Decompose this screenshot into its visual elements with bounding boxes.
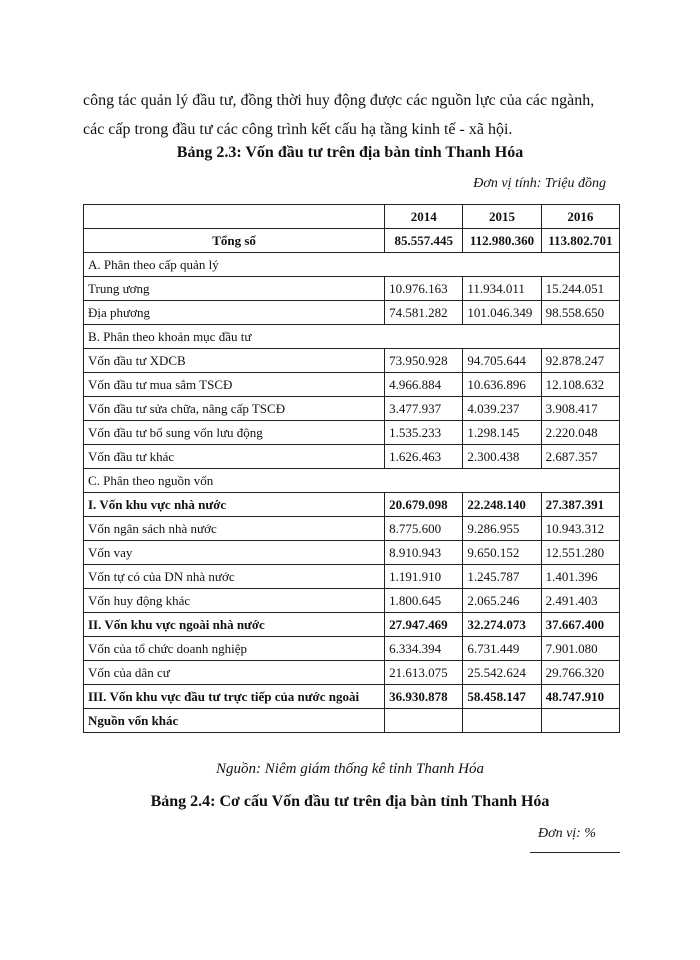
value-cell: 22.248.140 bbox=[463, 493, 541, 517]
value-cell: 20.679.098 bbox=[385, 493, 463, 517]
row-label-cell: Vốn huy động khác bbox=[84, 589, 385, 613]
value-cell: 10.943.312 bbox=[541, 517, 619, 541]
table-row bbox=[84, 445, 620, 469]
row-label-cell: Tổng số bbox=[84, 229, 385, 253]
row-label-cell: Vốn của dân cư bbox=[84, 661, 385, 685]
value-cell: 3.477.937 bbox=[385, 397, 463, 421]
year-header: 2015 bbox=[463, 205, 541, 229]
row-label-cell: Vốn tự có của DN nhà nước bbox=[84, 565, 385, 589]
table-row bbox=[84, 685, 620, 709]
value-cell: 9.286.955 bbox=[463, 517, 541, 541]
value-cell: 21.613.075 bbox=[385, 661, 463, 685]
table-row bbox=[84, 229, 620, 253]
value-cell: 4.966.884 bbox=[385, 373, 463, 397]
value-cell: 32.274.073 bbox=[463, 613, 541, 637]
table-2-unit: Đơn vị: % bbox=[537, 826, 596, 841]
row-label-cell: Trung ương bbox=[84, 277, 385, 301]
value-cell: 101.046.349 bbox=[463, 301, 541, 325]
section-label-cell: B. Phân theo khoản mục đầu tư bbox=[84, 325, 620, 349]
value-cell: 2.687.357 bbox=[541, 445, 619, 469]
row-label-cell: Vốn đầu tư bổ sung vốn lưu động bbox=[84, 421, 385, 445]
row-label-cell: Vốn đầu tư mua sắm TSCĐ bbox=[84, 373, 385, 397]
table-row bbox=[84, 421, 620, 445]
value-cell: 92.878.247 bbox=[541, 349, 619, 373]
row-label-cell: Vốn của tổ chức doanh nghiệp bbox=[84, 637, 385, 661]
value-cell bbox=[541, 709, 619, 733]
value-cell: 3.908.417 bbox=[541, 397, 619, 421]
value-cell bbox=[385, 709, 463, 733]
value-cell bbox=[463, 709, 541, 733]
value-cell: 112.980.360 bbox=[463, 229, 541, 253]
row-label-cell: Địa phương bbox=[84, 301, 385, 325]
row-label-cell: Vốn vay bbox=[84, 541, 385, 565]
value-cell: 98.558.650 bbox=[541, 301, 619, 325]
table-2-title: Bảng 2.4: Cơ cấu Vốn đầu tư trên địa bàn tỉnh Thanh Hóa bbox=[150, 793, 550, 810]
value-cell: 8.910.943 bbox=[385, 541, 463, 565]
value-cell: 1.800.645 bbox=[385, 589, 463, 613]
year-header: 2014 bbox=[385, 205, 463, 229]
table-row bbox=[84, 301, 620, 325]
paragraph-line-2: các cấp trong đầu tư các công trình kết cấu hạ tầng kinh tế - xã hội. bbox=[83, 121, 513, 138]
value-cell: 73.950.928 bbox=[385, 349, 463, 373]
row-label-cell: Vốn đầu tư sửa chữa, nâng cấp TSCĐ bbox=[84, 397, 385, 421]
value-cell: 10.976.163 bbox=[385, 277, 463, 301]
value-cell: 94.705.644 bbox=[463, 349, 541, 373]
section-label-cell: A. Phân theo cấp quản lý bbox=[84, 253, 620, 277]
section-label-cell: C. Phân theo nguồn vốn bbox=[84, 469, 620, 493]
investment-table bbox=[83, 204, 620, 733]
section-row bbox=[84, 469, 620, 493]
value-cell: 2.220.048 bbox=[541, 421, 619, 445]
value-cell: 2.300.438 bbox=[463, 445, 541, 469]
table-unit: Đơn vị tính: Triệu đồng bbox=[473, 176, 606, 191]
value-cell: 10.636.896 bbox=[463, 373, 541, 397]
value-cell: 4.039.237 bbox=[463, 397, 541, 421]
table-row bbox=[84, 517, 620, 541]
row-label-cell: Vốn đầu tư XDCB bbox=[84, 349, 385, 373]
row-label-cell: Nguồn vốn khác bbox=[84, 709, 385, 733]
row-label-cell: Vốn ngân sách nhà nước bbox=[84, 517, 385, 541]
row-label-cell: I. Vốn khu vực nhà nước bbox=[84, 493, 385, 517]
value-cell: 2.491.403 bbox=[541, 589, 619, 613]
table-row bbox=[84, 613, 620, 637]
value-cell: 2.065.246 bbox=[463, 589, 541, 613]
row-label-cell: II. Vốn khu vực ngoài nhà nước bbox=[84, 613, 385, 637]
value-cell: 6.334.394 bbox=[385, 637, 463, 661]
value-cell: 1.245.787 bbox=[463, 565, 541, 589]
section-row bbox=[84, 325, 620, 349]
value-cell: 48.747.910 bbox=[541, 685, 619, 709]
value-cell: 29.766.320 bbox=[541, 661, 619, 685]
table-row bbox=[84, 397, 620, 421]
value-cell: 113.802.701 bbox=[541, 229, 619, 253]
value-cell: 9.650.152 bbox=[463, 541, 541, 565]
value-cell: 1.626.463 bbox=[385, 445, 463, 469]
value-cell: 1.191.910 bbox=[385, 565, 463, 589]
value-cell: 36.930.878 bbox=[385, 685, 463, 709]
table-row bbox=[84, 349, 620, 373]
unit-underline bbox=[530, 852, 620, 853]
value-cell: 27.387.391 bbox=[541, 493, 619, 517]
value-cell: 74.581.282 bbox=[385, 301, 463, 325]
value-cell: 85.557.445 bbox=[385, 229, 463, 253]
paragraph-line-1: công tác quản lý đầu tư, đồng thời huy động được các nguồn lực của các ngành, bbox=[83, 92, 595, 109]
table-row bbox=[84, 661, 620, 685]
value-cell: 1.298.145 bbox=[463, 421, 541, 445]
value-cell: 58.458.147 bbox=[463, 685, 541, 709]
section-row bbox=[84, 253, 620, 277]
table-title: Bảng 2.3: Vốn đầu tư trên địa bàn tỉnh Thanh Hóa bbox=[176, 144, 524, 161]
row-label-cell: III. Vốn khu vực đầu tư trực tiếp của nước ngoài bbox=[84, 685, 385, 709]
value-cell: 6.731.449 bbox=[463, 637, 541, 661]
table-source: Nguồn: Niêm giám thống kê tỉnh Thanh Hóa bbox=[216, 761, 484, 777]
header-blank-cell bbox=[84, 205, 385, 229]
table-header-row bbox=[84, 205, 620, 229]
value-cell: 15.244.051 bbox=[541, 277, 619, 301]
value-cell: 27.947.469 bbox=[385, 613, 463, 637]
table-row bbox=[84, 565, 620, 589]
value-cell: 1.401.396 bbox=[541, 565, 619, 589]
value-cell: 7.901.080 bbox=[541, 637, 619, 661]
table-row bbox=[84, 637, 620, 661]
value-cell: 11.934.011 bbox=[463, 277, 541, 301]
value-cell: 12.551.280 bbox=[541, 541, 619, 565]
table-row bbox=[84, 277, 620, 301]
value-cell: 12.108.632 bbox=[541, 373, 619, 397]
row-label-cell: Vốn đầu tư khác bbox=[84, 445, 385, 469]
value-cell: 8.775.600 bbox=[385, 517, 463, 541]
table-row bbox=[84, 373, 620, 397]
table-row bbox=[84, 541, 620, 565]
value-cell: 25.542.624 bbox=[463, 661, 541, 685]
year-header: 2016 bbox=[541, 205, 619, 229]
value-cell: 1.535.233 bbox=[385, 421, 463, 445]
table-row bbox=[84, 493, 620, 517]
value-cell: 37.667.400 bbox=[541, 613, 619, 637]
table-row bbox=[84, 709, 620, 733]
table-row bbox=[84, 589, 620, 613]
